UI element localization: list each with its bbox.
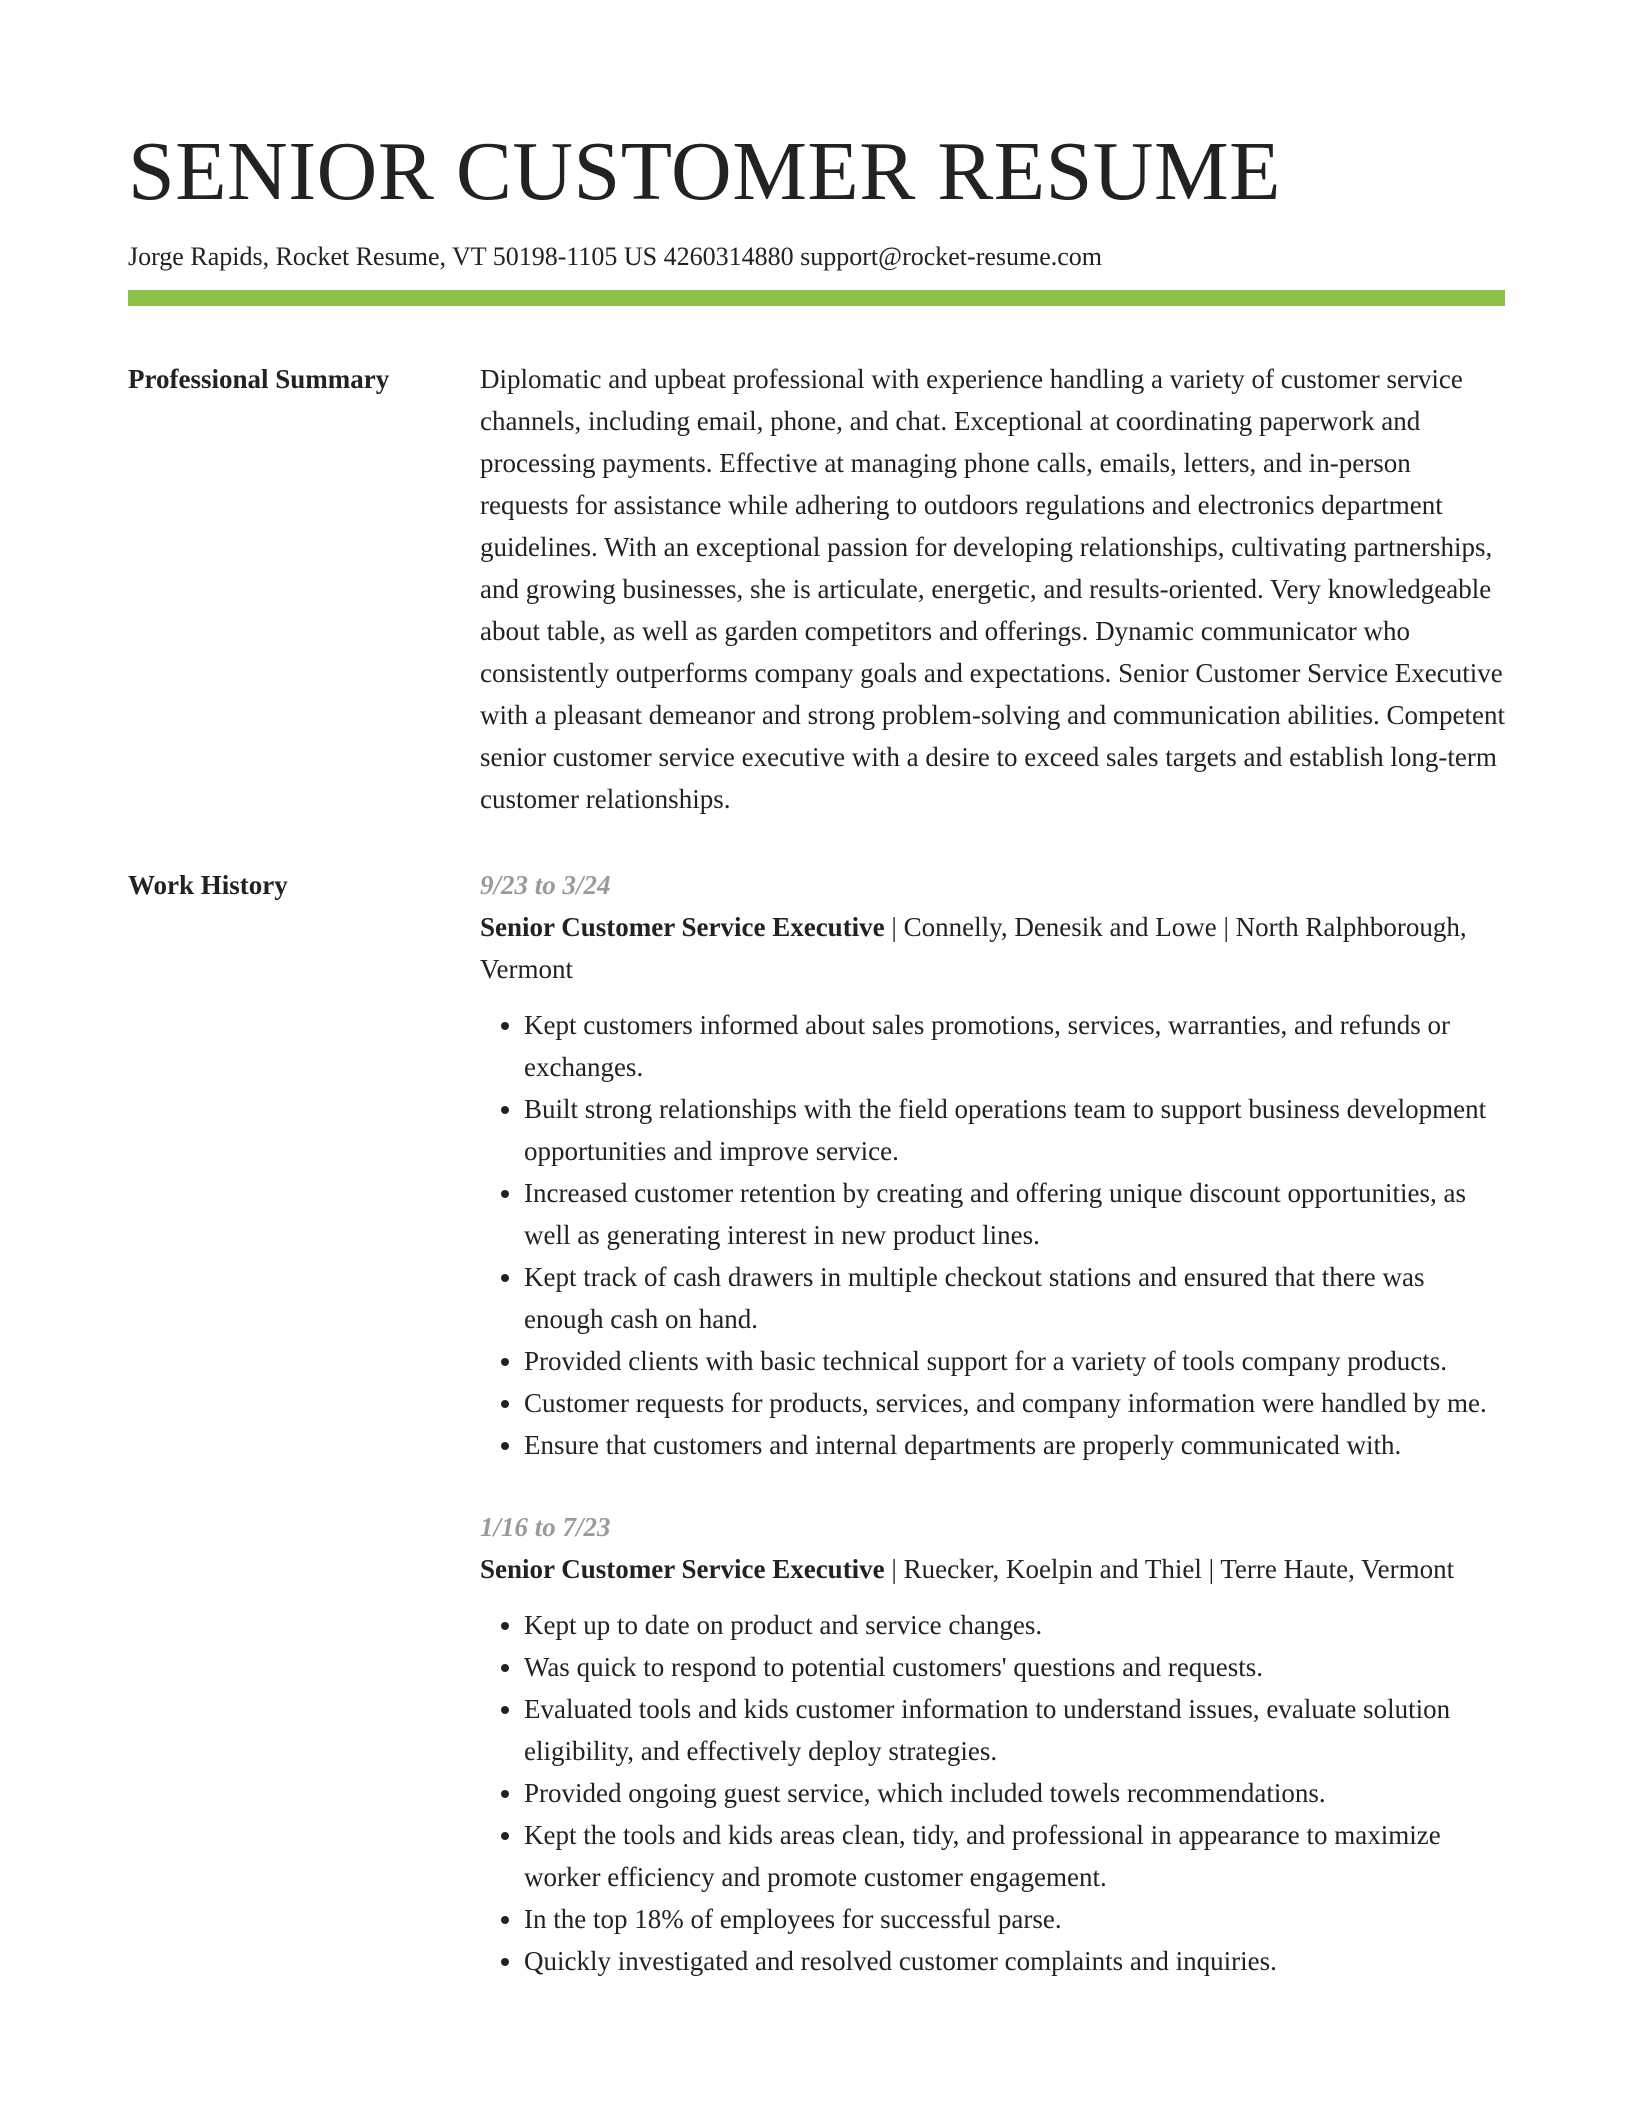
work-history-section: [128, 864, 1505, 1982]
job-entry: [480, 864, 1505, 1466]
job-bullet: • Ensure that customers and internal departments are properly communicated with.: [524, 1424, 1505, 1466]
job-bullet: • Kept customers informed about sales promotions, services, warranties, and refunds or exchanges.: [524, 1004, 1505, 1088]
job-details: | Connelly, Denesik and Lowe | North Ralphborough, Vermont: [480, 912, 1467, 984]
contact-line: Jorge Rapids, Rocket Resume, VT 50198-1105 US 4260314880 support@rocket-resume.com: [128, 242, 1103, 271]
section-body-work-history: [480, 864, 1505, 1982]
job-title: Senior Customer Service Executive: [480, 912, 885, 942]
job-bullet: • Kept track of cash drawers in multiple checkout stations and ensured that there was enough cash on hand.: [524, 1256, 1505, 1340]
resume-title: SENIOR CUSTOMER RESUME: [128, 125, 1281, 218]
section-label-professional-summary: Professional Summary: [128, 364, 390, 394]
job-bullet: • Quickly investigated and resolved customer complaints and inquiries.: [524, 1940, 1505, 1982]
job-heading: [480, 1548, 1505, 1590]
job-entry: [480, 1506, 1505, 1982]
job-bullet: • Evaluated tools and kids customer information to understand issues, evaluate solution eligibility, and effectively deploy strategies.: [524, 1688, 1505, 1772]
resume-page: [128, 120, 1505, 1982]
job-dates: 1/16 to 7/23: [480, 1512, 611, 1542]
job-bullet: • Kept up to date on product and service changes.: [524, 1604, 1505, 1646]
job-bullet: • Built strong relationships with the field operations team to support business development opportunities and improve service.: [524, 1088, 1505, 1172]
job-details: | Ruecker, Koelpin and Thiel | Terre Haute, Vermont: [884, 1554, 1455, 1584]
job-bullet: • Increased customer retention by creating and offering unique discount opportunities, as well as generating interest in new product lines.: [524, 1172, 1505, 1256]
section-label-work-history: Work History: [128, 870, 288, 900]
job-bullet: • Customer requests for products, services, and company information were handled by me.: [524, 1382, 1505, 1424]
job-bullet: • Provided ongoing guest service, which included towels recommendations.: [524, 1772, 1505, 1814]
section-body-professional-summary: [480, 358, 1505, 820]
job-title: Senior Customer Service Executive: [480, 1554, 885, 1584]
job-bullet-list: [480, 1004, 1505, 1466]
job-bullet: • Kept the tools and kids areas clean, tidy, and professional in appearance to maximize worker efficiency and promote customer engagement.: [524, 1814, 1505, 1898]
job-heading: [480, 906, 1505, 990]
job-bullet: • In the top 18% of employees for successful parse.: [524, 1898, 1505, 1940]
accent-divider: [128, 290, 1505, 306]
job-bullet: • Provided clients with basic technical support for a variety of tools company products.: [524, 1340, 1505, 1382]
job-dates: 9/23 to 3/24: [480, 870, 611, 900]
professional-summary-section: [128, 358, 1505, 820]
job-bullet: • Was quick to respond to potential customers' questions and requests.: [524, 1646, 1505, 1688]
summary-text: Diplomatic and upbeat professional with experience handling a variety of customer service channels, including email, phone, and chat. Exceptional at coordinating paperwork and processing payments. Effective at managing phone calls, emails, letters, and in-person requests for assistance while adhering to outdoors regulations and electronics department guidelines. With an exceptional passion for developing relationships, cultivating partnerships, and growing businesses, she is articulate, energetic, and results-oriented. Very knowledgeable about table, as well as garden competitors and offerings. Dynamic communicator who consistently outperforms company goals and expectations. Senior Customer Service Executive with a pleasant demeanor and strong problem-solving and communication abilities. Competent senior customer service executive with a desire to exceed sales targets and establish long-term customer relationships.: [480, 364, 1506, 814]
job-bullet-list: [480, 1604, 1505, 1982]
